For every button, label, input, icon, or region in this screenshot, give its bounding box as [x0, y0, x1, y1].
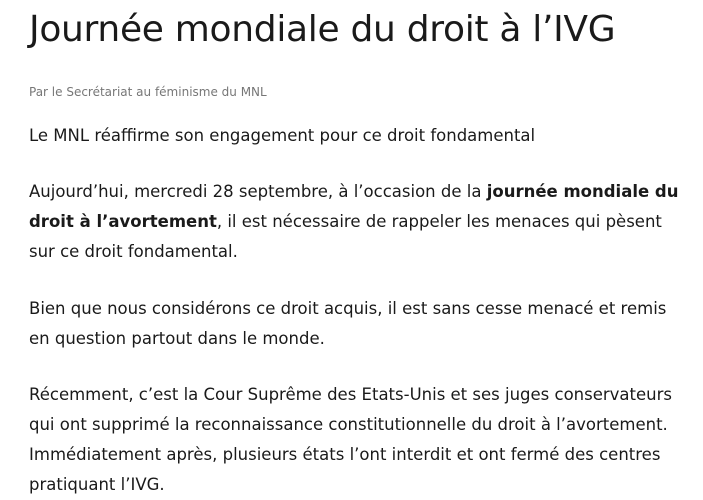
byline: Par le Secrétariat au féminisme du MNL — [29, 85, 267, 99]
paragraph-1-start: Aujourd’hui, mercredi 28 septembre, à l’occasion de la — [29, 182, 487, 201]
paragraph-1-highlight: journée mondiale du droit à l’avortement — [29, 182, 679, 231]
paragraph-3: Récemment, c’est la Cour Suprême des Etats-Unis et ses juges conservateurs qui ont supprimé la reconnaissance constitutionnelle du droit à l’avortement. Immédiatement après, plusieurs états l’ont interdit et ont fermé des centres pratiquant l’IVG. — [29, 385, 672, 494]
page-title: Journée mondiale du droit à l’IVG — [29, 9, 616, 50]
paragraph-1 — [29, 177, 689, 267]
lead-paragraph: Le MNL réaffirme son engagement pour ce droit fondamental — [29, 126, 536, 145]
paragraph-2: Bien que nous considérons ce droit acquis, il est sans cesse menacé et remis en question partout dans le monde. — [29, 299, 667, 348]
paragraph-1-end: , il est nécessaire de rappeler les menaces qui pèsent sur ce droit fondamental. — [29, 212, 662, 261]
